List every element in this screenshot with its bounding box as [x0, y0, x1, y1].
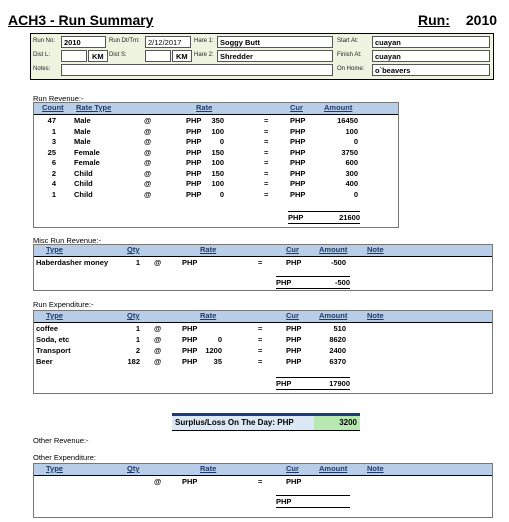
run-revenue-label: Run Revenue:- — [33, 94, 84, 103]
misc-total-cur: PHP — [276, 278, 292, 287]
run-dt-field[interactable]: 2/12/2017 — [145, 36, 191, 48]
table-row — [34, 179, 398, 189]
misc-revenue-section — [33, 244, 493, 291]
col-amount: Amount — [319, 245, 348, 254]
equals-sign: = — [264, 179, 269, 188]
revenue-total — [288, 211, 360, 224]
col-cur: Cur — [286, 311, 299, 320]
surplus-label: Surplus/Loss On The Day: PHP — [175, 418, 294, 427]
at-sign: @ — [154, 357, 162, 366]
revenue-total-amount: 21600 — [339, 213, 360, 222]
equals-sign: = — [264, 158, 269, 167]
expenditure-header-row — [34, 311, 492, 323]
col-rate: Rate — [200, 311, 217, 320]
table-row — [34, 116, 398, 126]
col-amount: Amount — [319, 311, 348, 320]
amount-cell: 8620 — [329, 335, 346, 344]
revenue-header-row — [34, 103, 398, 115]
hare2-label: Hare 2: — [194, 52, 214, 58]
run-label: Run: — [418, 12, 450, 28]
rate-type-cell: Male — [74, 116, 91, 125]
km-unit-2: KM — [172, 50, 192, 62]
notes-field[interactable] — [61, 64, 333, 76]
equals-sign: = — [264, 137, 269, 146]
table-row — [34, 148, 398, 158]
onhome-label: On Home: — [337, 66, 365, 72]
count-cell: 2 — [51, 168, 56, 178]
col-type: Type — [46, 245, 63, 254]
at-sign: @ — [144, 126, 152, 136]
run-expenditure-label: Run Expenditure:- — [33, 300, 94, 309]
rate-type-cell: Male — [74, 137, 91, 146]
cur-cell: PHP — [286, 335, 302, 344]
rate-cur: PHP — [186, 116, 202, 125]
rate-cur: PHP — [186, 147, 202, 157]
amount-cell: 100 — [345, 126, 358, 136]
col-amount: Amount — [319, 464, 348, 473]
rate-cur: PHP — [182, 346, 198, 355]
amount-cell: 16450 — [337, 116, 358, 125]
notes-label: Notes: — [33, 66, 51, 72]
hare1-field[interactable]: Soggy Butt — [217, 36, 333, 48]
equals-sign: = — [258, 346, 263, 355]
col-note: Note — [367, 464, 384, 473]
table-row — [34, 158, 398, 168]
dist-s-label: Dist S: — [109, 52, 127, 58]
table-row — [34, 190, 398, 200]
col-amount: Amount — [324, 103, 353, 112]
equals-sign: = — [258, 357, 263, 366]
cur-cell: PHP — [290, 126, 306, 136]
type-cell: coffee — [36, 324, 59, 333]
type-cell: Transport — [36, 346, 71, 355]
dist-l-label: Dist L: — [33, 52, 51, 58]
at-sign: @ — [144, 168, 152, 178]
table-row — [34, 346, 492, 356]
amount-cell: 510 — [333, 324, 346, 333]
rate-type-cell: Female — [74, 147, 100, 157]
count-cell: 1 — [51, 126, 56, 136]
misc-total — [276, 276, 350, 289]
hare2-field[interactable]: Shredder — [217, 50, 333, 62]
run-value: 2010 — [465, 12, 498, 28]
start-field[interactable]: cuayan — [372, 36, 490, 48]
run-number — [418, 12, 497, 28]
at-sign: @ — [144, 158, 152, 167]
cur-cell: PHP — [286, 357, 302, 366]
col-rate: Rate — [200, 464, 217, 473]
qty-cell: 1 — [135, 335, 140, 344]
equals-sign: = — [258, 258, 263, 267]
other-expenditure-section — [33, 463, 493, 518]
at-sign: @ — [144, 147, 152, 157]
at-sign: @ — [154, 258, 162, 267]
cur-cell: PHP — [290, 147, 306, 157]
cur-cell: PHP — [290, 189, 306, 199]
col-rate-type: Rate Type — [76, 103, 112, 112]
equals-sign: = — [264, 168, 269, 178]
equals-sign: = — [264, 126, 269, 136]
col-rate: Rate — [200, 245, 217, 254]
rate-cell: 100 — [211, 158, 224, 167]
type-cell: Soda, etc — [36, 335, 70, 344]
at-sign: @ — [154, 335, 162, 344]
table-row — [34, 258, 492, 268]
revenue-total-cur: PHP — [288, 213, 304, 222]
run-expenditure-section — [33, 310, 493, 394]
km-unit-1: KM — [88, 50, 108, 62]
rate-cur: PHP — [182, 335, 198, 344]
rate-type-cell: Male — [74, 126, 91, 136]
surplus-value: 3200 — [314, 416, 360, 430]
page-title: ACH3 - Run Summary — [8, 12, 154, 28]
table-row — [34, 324, 492, 334]
col-note: Note — [367, 311, 384, 320]
equals-sign: = — [264, 147, 269, 157]
other-exp-total-cur: PHP — [276, 497, 292, 506]
other-exp-total — [276, 495, 350, 508]
rate-cell: 1200 — [205, 346, 222, 355]
onhome-field[interactable]: o`beavers — [372, 64, 490, 76]
other-exp-header-row — [34, 464, 492, 476]
rate-cur: PHP — [182, 477, 198, 486]
run-details-box — [30, 33, 494, 80]
table-row — [34, 357, 492, 367]
at-sign: @ — [154, 346, 162, 355]
expenditure-total — [276, 377, 350, 390]
run-no-label: Run No: — [33, 38, 56, 44]
amount-cell: 6370 — [329, 357, 346, 366]
col-rate: Rate — [196, 103, 213, 112]
col-qty: Qty — [127, 245, 140, 254]
equals-sign: = — [258, 335, 263, 344]
run-no-field[interactable]: 2010 — [61, 36, 106, 48]
cur-cell: PHP — [290, 137, 306, 146]
cur-cell: PHP — [290, 179, 306, 188]
finish-label: Finish At: — [337, 52, 362, 58]
at-sign: @ — [154, 477, 162, 486]
surplus-loss-bar — [172, 413, 360, 431]
at-sign: @ — [154, 324, 162, 333]
other-revenue-label: Other Revenue:- — [33, 436, 89, 445]
table-row — [34, 127, 398, 137]
other-exp-row — [34, 477, 492, 488]
dist-l-field[interactable] — [61, 50, 87, 62]
cur-cell: PHP — [290, 116, 306, 125]
rate-cell: 150 — [211, 147, 224, 157]
rate-cur: PHP — [182, 324, 198, 333]
rate-cell: 0 — [217, 335, 222, 344]
cur-cell: PHP — [286, 346, 302, 355]
at-sign: @ — [144, 189, 152, 199]
cur-cell: PHP — [286, 324, 302, 333]
count-cell: 6 — [51, 158, 56, 167]
qty-cell: 1 — [135, 258, 140, 267]
rate-cell: 35 — [213, 357, 222, 366]
cur-cell: PHP — [286, 258, 302, 267]
equals-sign: = — [264, 189, 269, 199]
finish-field[interactable]: cuayan — [372, 50, 490, 62]
qty-cell: 2 — [135, 346, 140, 355]
cur: PHP — [286, 477, 302, 486]
at-sign: @ — [144, 137, 152, 146]
rate-cur: PHP — [186, 158, 202, 167]
rate-type-cell: Child — [74, 189, 93, 199]
col-cur: Cur — [286, 464, 299, 473]
qty-cell: 1 — [135, 324, 140, 333]
start-label: Start At: — [337, 38, 359, 44]
amount-cell: 0 — [353, 137, 358, 146]
cur-cell: PHP — [290, 168, 306, 178]
count-cell: 3 — [51, 137, 56, 146]
misc-revenue-label: Misc Run Revenue:- — [33, 236, 101, 245]
count-cell: 47 — [47, 116, 56, 125]
rate-cell: 0 — [219, 137, 224, 146]
col-qty: Qty — [127, 464, 140, 473]
at-sign: @ — [144, 116, 152, 125]
rate-cell: 0 — [219, 189, 224, 199]
misc-header-row — [34, 245, 492, 257]
table-row — [34, 137, 398, 147]
table-row — [34, 335, 492, 345]
rate-cell: 100 — [211, 126, 224, 136]
rate-cell: 100 — [211, 179, 224, 188]
col-type: Type — [46, 464, 63, 473]
qty-cell: 182 — [127, 357, 140, 366]
rate-cell: 150 — [211, 168, 224, 178]
cur-cell: PHP — [290, 158, 306, 167]
at-sign: @ — [144, 179, 152, 188]
col-cur: Cur — [290, 103, 303, 112]
rate-cur: PHP — [186, 168, 202, 178]
expenditure-total-cur: PHP — [276, 379, 292, 388]
table-row — [34, 169, 398, 179]
count-cell: 1 — [51, 189, 56, 199]
count-cell: 25 — [47, 147, 56, 157]
amount-cell: -500 — [330, 258, 346, 267]
col-note: Note — [367, 245, 384, 254]
other-expenditure-label: Other Expenditure: — [33, 453, 96, 462]
run-revenue-section — [33, 102, 399, 228]
equals-sign: = — [264, 116, 269, 125]
rate-type-cell: Child — [74, 179, 93, 188]
col-type: Type — [46, 311, 63, 320]
run-dt-label: Run Dt/Tm: — [109, 38, 140, 44]
amount-cell: 3750 — [341, 147, 358, 157]
rate-cell: 350 — [211, 116, 224, 125]
dist-s-field[interactable] — [145, 50, 171, 62]
hare1-label: Hare 1: — [194, 38, 214, 44]
amount-cell: 0 — [353, 189, 358, 199]
rate-cur: PHP — [182, 258, 198, 267]
rate-type-cell: Female — [74, 158, 100, 167]
col-count: Count — [42, 103, 64, 112]
equals-sign: = — [258, 324, 263, 333]
rate-cur: PHP — [186, 179, 202, 188]
amount-cell: 300 — [345, 168, 358, 178]
rate-cur: PHP — [186, 137, 202, 146]
misc-total-amount: -500 — [334, 278, 350, 287]
rate-cur: PHP — [186, 126, 202, 136]
amount-cell: 600 — [345, 158, 358, 167]
rate-type-cell: Child — [74, 168, 93, 178]
count-cell: 4 — [51, 179, 56, 188]
amount-cell: 2400 — [329, 346, 346, 355]
col-qty: Qty — [127, 311, 140, 320]
type-cell: Haberdasher money — [36, 258, 109, 267]
col-cur: Cur — [286, 245, 299, 254]
equals-sign: = — [258, 477, 263, 486]
rate-cur: PHP — [186, 189, 202, 199]
type-cell: Beer — [36, 357, 53, 366]
expenditure-total-amount: 17900 — [329, 379, 350, 388]
amount-cell: 400 — [345, 179, 358, 188]
rate-cur: PHP — [182, 357, 198, 366]
